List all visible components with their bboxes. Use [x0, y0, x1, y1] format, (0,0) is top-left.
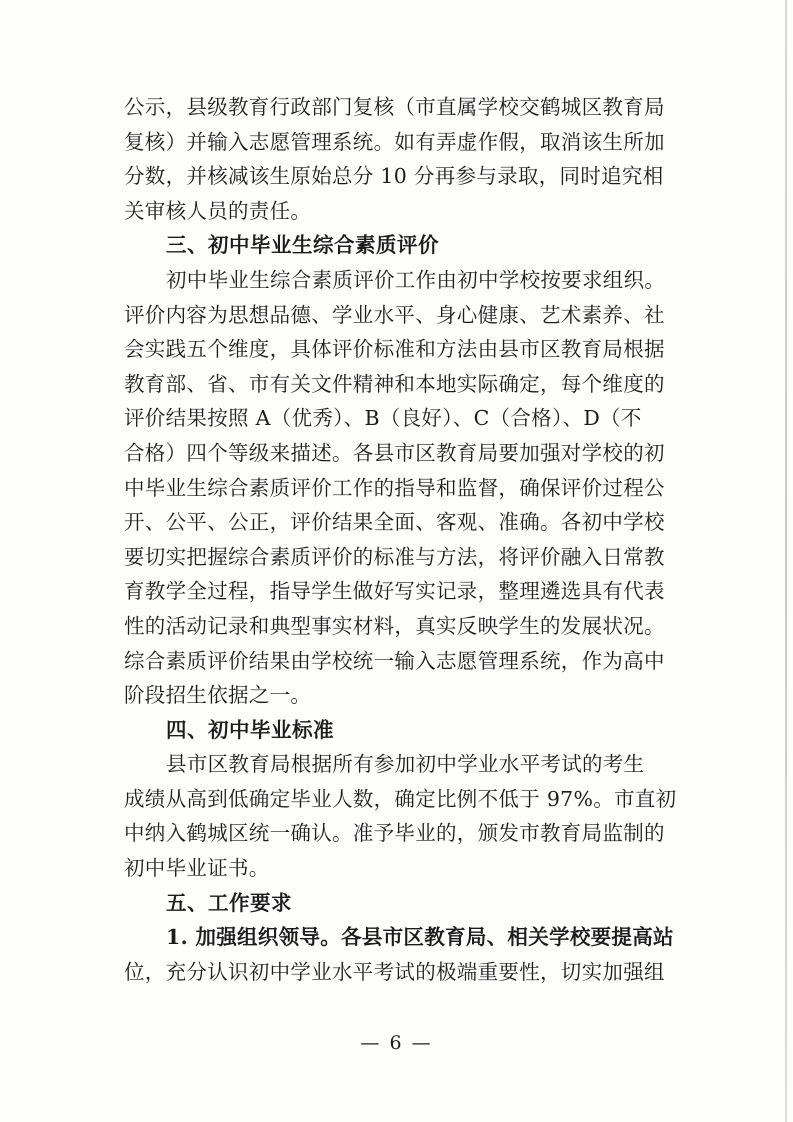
text-line: 位，充分认识初中学业水平考试的极端重要性，切实加强组	[124, 959, 665, 984]
section-heading: 五、工作要求	[166, 890, 292, 915]
text-line: 成绩从高到低确定毕业人数，确定比例不低于 97%。市直初	[124, 786, 677, 811]
text-line: 会实践五个维度，具体评价标准和方法由县市区教育局根据	[124, 337, 665, 362]
text-line: 阶段招生依据之一。	[124, 683, 312, 708]
scan-edge-shadow	[785, 0, 787, 1122]
text-line: 分数，并核减该生原始总分 10 分再参与录取，同时追究相	[124, 164, 664, 189]
page-number: — 6 —	[360, 1032, 433, 1054]
text-line: 县市区教育局根据所有参加初中学业水平考试的考生	[166, 752, 645, 777]
text-line: 复核）并输入志愿管理系统。如有弄虚作假，取消该生所加	[124, 129, 665, 154]
section-heading: 三、初中毕业生综合素质评价	[166, 233, 439, 258]
text-line: 评价结果按照 A（优秀）、B（良好）、C（合格）、D（不	[124, 406, 642, 431]
text-line: 公示，县级教育行政部门复核（市直属学校交鹤城区教育局	[124, 95, 665, 119]
text-line: 初中毕业生综合素质评价工作由初中学校按要求组织。	[166, 267, 666, 292]
text-line: 育教学全过程，指导学生做好写实记录，整理遴选具有代表	[124, 579, 665, 604]
text-line: 合格）四个等级来描述。各县市区教育局要加强对学校的初	[124, 440, 665, 465]
section-heading: 四、初中毕业标准	[166, 717, 334, 742]
text-line: 关审核人员的责任。	[124, 198, 312, 223]
text-line: 开、公平、公正，评价结果全面、客观、准确。各初中学校	[124, 510, 665, 535]
text-line: 初中毕业证书。	[124, 856, 270, 881]
text-line: 1. 加强组织领导。各县市区教育局、相关学校要提高站	[166, 925, 674, 950]
document-body	[124, 90, 677, 989]
text-line: 中毕业生综合素质评价工作的指导和监督，确保评价过程公	[124, 475, 665, 500]
text-line: 教育部、省、市有关文件精神和本地实际确定，每个维度的	[124, 371, 665, 396]
text-line: 综合素质评价结果由学校统一输入志愿管理系统，作为高中	[124, 648, 665, 673]
text-line: 要切实把握综合素质评价的标准与方法，将评价融入日常教	[124, 544, 665, 569]
text-line: 评价内容为思想品德、学业水平、身心健康、艺术素养、社	[124, 302, 665, 327]
text-line: 性的活动记录和典型事实材料，真实反映学生的发展状况。	[124, 613, 665, 638]
text-line: 中纳入鹤城区统一确认。准予毕业的，颁发市教育局监制的	[124, 821, 665, 846]
